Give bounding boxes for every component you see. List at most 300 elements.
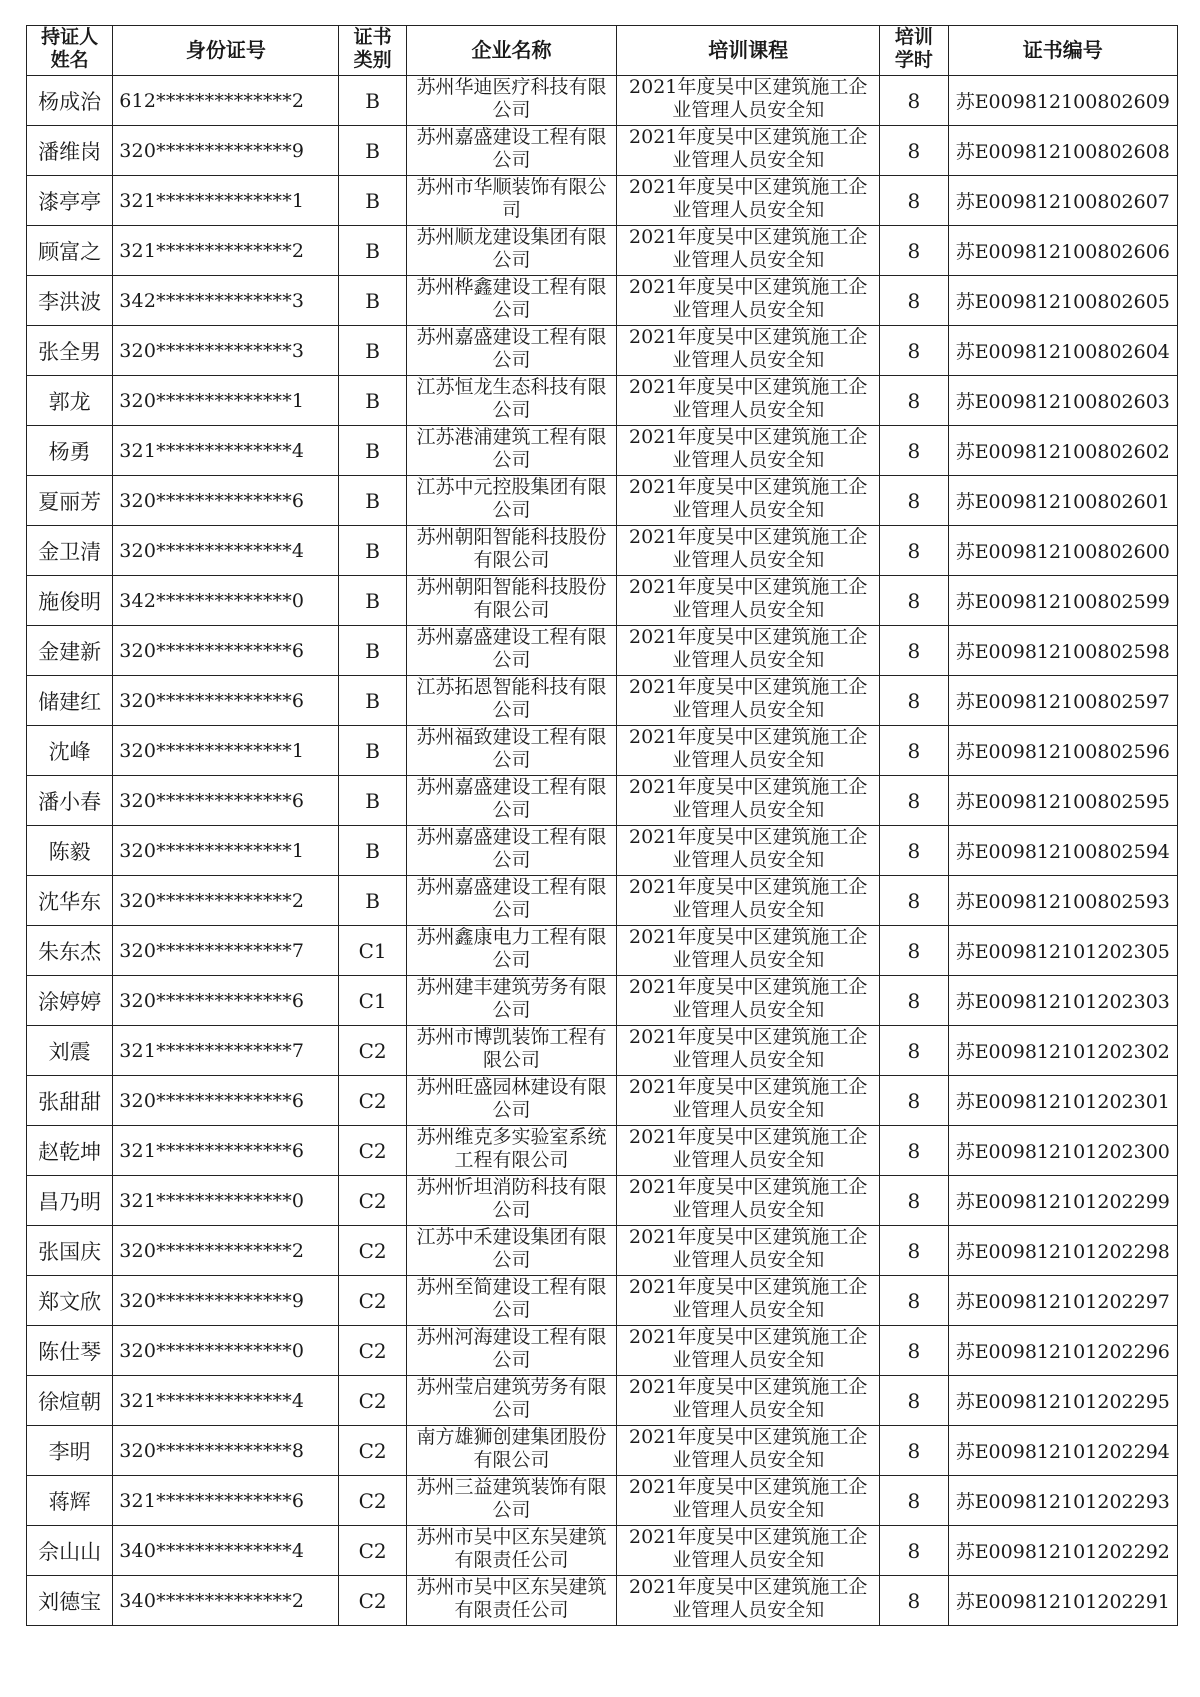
company-name-cell-text: 苏州河海建设工程有限公司	[416, 1326, 607, 1371]
company-name-cell	[406, 226, 616, 276]
certificate-type-cell: C2	[339, 1326, 406, 1376]
company-name-cell	[406, 276, 616, 326]
company-name-cell	[406, 76, 616, 126]
training-course-cell	[617, 676, 880, 726]
table-row	[27, 776, 1178, 826]
company-name-cell-text: 苏州市吴中区东吴建筑有限责任公司	[416, 1576, 607, 1621]
certificate-type-cell: B	[339, 576, 406, 626]
training-course-cell	[617, 1526, 880, 1576]
header-company: 企业名称	[406, 26, 616, 76]
training-course-cell	[617, 276, 880, 326]
table-row	[27, 1076, 1178, 1126]
holder-name-cell: 金卫清	[27, 526, 113, 576]
id-number-cell: 321**************6	[113, 1126, 339, 1176]
id-number-cell: 320**************6	[113, 626, 339, 676]
company-name-cell	[406, 476, 616, 526]
certificate-number-cell: 苏E009812101202296	[948, 1326, 1177, 1376]
id-number-cell: 320**************1	[113, 826, 339, 876]
company-name-cell-text: 苏州至简建设工程有限公司	[416, 1276, 607, 1321]
company-name-cell-text: 江苏拓恩智能科技有限公司	[416, 676, 607, 721]
training-course-cell	[617, 426, 880, 476]
certificate-number-cell: 苏E009812101202303	[948, 976, 1177, 1026]
training-course-cell	[617, 626, 880, 676]
training-course-cell-text: 2021年度吴中区建筑施工企业管理人员安全知	[629, 1076, 868, 1121]
holder-name-cell: 涂婷婷	[27, 976, 113, 1026]
training-course-cell	[617, 126, 880, 176]
training-hours-cell: 8	[880, 976, 948, 1026]
certificate-number-cell: 苏E009812101202293	[948, 1476, 1177, 1526]
table-row	[27, 576, 1178, 626]
company-name-cell-text: 苏州华迪医疗科技有限公司	[416, 76, 607, 121]
training-hours-cell: 8	[880, 1476, 948, 1526]
training-hours-cell: 8	[880, 276, 948, 326]
company-name-cell-text: 苏州朝阳智能科技股份有限公司	[416, 576, 607, 621]
certificate-number-cell: 苏E009812100802605	[948, 276, 1177, 326]
holder-name-cell: 潘小春	[27, 776, 113, 826]
holder-name-cell: 潘维岗	[27, 126, 113, 176]
certificate-number-cell: 苏E009812100802595	[948, 776, 1177, 826]
certificate-number-cell: 苏E009812100802599	[948, 576, 1177, 626]
holder-name-cell: 刘德宝	[27, 1576, 113, 1626]
company-name-cell	[406, 1576, 616, 1626]
training-hours-cell: 8	[880, 1176, 948, 1226]
certificate-number-cell: 苏E009812100802602	[948, 426, 1177, 476]
certificate-type-cell: C2	[339, 1276, 406, 1326]
training-course-cell	[617, 1026, 880, 1076]
certificate-number-cell: 苏E009812100802600	[948, 526, 1177, 576]
company-name-cell-text: 江苏港浦建筑工程有限公司	[416, 426, 607, 471]
holder-name-cell: 漆亭亭	[27, 176, 113, 226]
company-name-cell-text: 江苏中禾建设集团有限公司	[416, 1226, 607, 1271]
company-name-cell-text: 苏州嘉盛建设工程有限公司	[416, 876, 607, 921]
company-name-cell-text: 苏州嘉盛建设工程有限公司	[416, 826, 607, 871]
certificate-type-cell: B	[339, 76, 406, 126]
company-name-cell	[406, 876, 616, 926]
certificate-number-cell: 苏E009812100802598	[948, 626, 1177, 676]
table-row	[27, 226, 1178, 276]
certificate-number-cell: 苏E009812100802596	[948, 726, 1177, 776]
training-hours-cell: 8	[880, 1226, 948, 1276]
certificate-number-cell: 苏E009812101202294	[948, 1426, 1177, 1476]
table-row	[27, 176, 1178, 226]
training-course-cell	[617, 76, 880, 126]
training-course-cell-text: 2021年度吴中区建筑施工企业管理人员安全知	[629, 126, 868, 171]
table-row	[27, 1326, 1178, 1376]
training-course-cell-text: 2021年度吴中区建筑施工企业管理人员安全知	[629, 476, 868, 521]
holder-name-cell: 夏丽芳	[27, 476, 113, 526]
company-name-cell-text: 苏州市吴中区东吴建筑有限责任公司	[416, 1526, 607, 1571]
training-course-cell-text: 2021年度吴中区建筑施工企业管理人员安全知	[629, 526, 868, 571]
header-type-text: 证书类别	[353, 26, 392, 71]
id-number-cell: 612**************2	[113, 76, 339, 126]
training-course-cell-text: 2021年度吴中区建筑施工企业管理人员安全知	[629, 726, 868, 771]
training-course-cell	[617, 876, 880, 926]
company-name-cell	[406, 526, 616, 576]
certificate-number-cell: 苏E009812101202299	[948, 1176, 1177, 1226]
certificate-type-cell: C2	[339, 1026, 406, 1076]
training-course-cell-text: 2021年度吴中区建筑施工企业管理人员安全知	[629, 326, 868, 371]
training-course-cell	[617, 1126, 880, 1176]
table-row	[27, 276, 1178, 326]
id-number-cell: 321**************2	[113, 226, 339, 276]
training-course-cell	[617, 176, 880, 226]
training-hours-cell: 8	[880, 1376, 948, 1426]
certificate-type-cell: B	[339, 626, 406, 676]
training-hours-cell: 8	[880, 1076, 948, 1126]
training-course-cell	[617, 926, 880, 976]
training-course-cell-text: 2021年度吴中区建筑施工企业管理人员安全知	[629, 76, 868, 121]
training-hours-cell: 8	[880, 626, 948, 676]
training-course-cell-text: 2021年度吴中区建筑施工企业管理人员安全知	[629, 876, 868, 921]
holder-name-cell: 张全男	[27, 326, 113, 376]
company-name-cell	[406, 1076, 616, 1126]
holder-name-cell: 朱东杰	[27, 926, 113, 976]
certificate-number-cell: 苏E009812100802594	[948, 826, 1177, 876]
holder-name-cell: 沈峰	[27, 726, 113, 776]
id-number-cell: 321**************4	[113, 426, 339, 476]
certificate-type-cell: B	[339, 476, 406, 526]
company-name-cell	[406, 126, 616, 176]
training-hours-cell: 8	[880, 576, 948, 626]
company-name-cell-text: 苏州福致建设工程有限公司	[416, 726, 607, 771]
header-hours	[880, 26, 948, 76]
id-number-cell: 320**************9	[113, 126, 339, 176]
table-row	[27, 726, 1178, 776]
company-name-cell	[406, 1126, 616, 1176]
certificate-type-cell: B	[339, 276, 406, 326]
table-row	[27, 876, 1178, 926]
certificate-number-cell: 苏E009812101202300	[948, 1126, 1177, 1176]
holder-name-cell: 赵乾坤	[27, 1126, 113, 1176]
holder-name-cell: 郭龙	[27, 376, 113, 426]
company-name-cell-text: 苏州建丰建筑劳务有限公司	[416, 976, 607, 1021]
table-row	[27, 1276, 1178, 1326]
certificate-number-cell: 苏E009812100802603	[948, 376, 1177, 426]
table-row	[27, 626, 1178, 676]
training-hours-cell: 8	[880, 876, 948, 926]
certificate-type-cell: C1	[339, 976, 406, 1026]
training-course-cell	[617, 1426, 880, 1476]
id-number-cell: 321**************1	[113, 176, 339, 226]
training-course-cell-text: 2021年度吴中区建筑施工企业管理人员安全知	[629, 1276, 868, 1321]
training-course-cell	[617, 1076, 880, 1126]
id-number-cell: 320**************4	[113, 526, 339, 576]
training-course-cell	[617, 1226, 880, 1276]
certificate-number-cell: 苏E009812101202301	[948, 1076, 1177, 1126]
holder-name-cell: 杨成治	[27, 76, 113, 126]
table-row	[27, 126, 1178, 176]
header-course: 培训课程	[617, 26, 880, 76]
training-course-cell-text: 2021年度吴中区建筑施工企业管理人员安全知	[629, 1326, 868, 1371]
training-course-cell-text: 2021年度吴中区建筑施工企业管理人员安全知	[629, 1576, 868, 1621]
training-course-cell-text: 2021年度吴中区建筑施工企业管理人员安全知	[629, 976, 868, 1021]
header-row	[27, 26, 1178, 76]
table-row	[27, 476, 1178, 526]
certificate-number-cell: 苏E009812100802609	[948, 76, 1177, 126]
training-course-cell	[617, 1326, 880, 1376]
company-name-cell-text: 江苏恒龙生态科技有限公司	[416, 376, 607, 421]
id-number-cell: 320**************6	[113, 676, 339, 726]
table-row	[27, 926, 1178, 976]
id-number-cell: 340**************2	[113, 1576, 339, 1626]
company-name-cell-text: 苏州维克多实验室系统工程有限公司	[416, 1126, 607, 1171]
table-header	[27, 26, 1178, 76]
table-row	[27, 1476, 1178, 1526]
training-course-cell-text: 2021年度吴中区建筑施工企业管理人员安全知	[629, 1376, 868, 1421]
holder-name-cell: 昌乃明	[27, 1176, 113, 1226]
table-row	[27, 426, 1178, 476]
certificate-type-cell: B	[339, 876, 406, 926]
training-hours-cell: 8	[880, 726, 948, 776]
company-name-cell	[406, 576, 616, 626]
holder-name-cell: 郑文欣	[27, 1276, 113, 1326]
company-name-cell	[406, 1026, 616, 1076]
training-hours-cell: 8	[880, 226, 948, 276]
training-course-cell	[617, 726, 880, 776]
company-name-cell-text: 南方雄狮创建集团股份有限公司	[416, 1426, 607, 1471]
id-number-cell: 321**************4	[113, 1376, 339, 1426]
training-hours-cell: 8	[880, 1126, 948, 1176]
certificate-type-cell: B	[339, 226, 406, 276]
id-number-cell: 321**************0	[113, 1176, 339, 1226]
holder-name-cell: 刘震	[27, 1026, 113, 1076]
training-course-cell-text: 2021年度吴中区建筑施工企业管理人员安全知	[629, 1026, 868, 1071]
certificate-number-cell: 苏E009812100802604	[948, 326, 1177, 376]
company-name-cell	[406, 1376, 616, 1426]
company-name-cell	[406, 826, 616, 876]
id-number-cell: 320**************1	[113, 376, 339, 426]
company-name-cell	[406, 1326, 616, 1376]
training-course-cell-text: 2021年度吴中区建筑施工企业管理人员安全知	[629, 626, 868, 671]
training-course-cell	[617, 326, 880, 376]
training-course-cell-text: 2021年度吴中区建筑施工企业管理人员安全知	[629, 1426, 868, 1471]
certificate-type-cell: B	[339, 776, 406, 826]
certificate-type-cell: C2	[339, 1376, 406, 1426]
training-course-cell-text: 2021年度吴中区建筑施工企业管理人员安全知	[629, 426, 868, 471]
training-course-cell-text: 2021年度吴中区建筑施工企业管理人员安全知	[629, 1476, 868, 1521]
holder-name-cell: 陈毅	[27, 826, 113, 876]
training-course-cell	[617, 1276, 880, 1326]
training-course-cell-text: 2021年度吴中区建筑施工企业管理人员安全知	[629, 1176, 868, 1221]
table-row	[27, 526, 1178, 576]
training-hours-cell: 8	[880, 326, 948, 376]
certificate-table	[26, 25, 1178, 1626]
certificate-type-cell: B	[339, 326, 406, 376]
training-course-cell	[617, 1176, 880, 1226]
company-name-cell	[406, 1176, 616, 1226]
company-name-cell	[406, 1276, 616, 1326]
holder-name-cell: 陈仕琴	[27, 1326, 113, 1376]
company-name-cell-text: 苏州市华顺装饰有限公司	[416, 176, 607, 221]
training-course-cell-text: 2021年度吴中区建筑施工企业管理人员安全知	[629, 226, 868, 271]
certificate-number-cell: 苏E009812100802608	[948, 126, 1177, 176]
certificate-type-cell: C1	[339, 926, 406, 976]
training-course-cell-text: 2021年度吴中区建筑施工企业管理人员安全知	[629, 576, 868, 621]
company-name-cell	[406, 376, 616, 426]
certificate-number-cell: 苏E009812100802606	[948, 226, 1177, 276]
training-course-cell	[617, 376, 880, 426]
certificate-type-cell: B	[339, 176, 406, 226]
training-course-cell	[617, 476, 880, 526]
training-course-cell	[617, 776, 880, 826]
company-name-cell-text: 苏州三益建筑装饰有限公司	[416, 1476, 607, 1521]
certificate-number-cell: 苏E009812100802597	[948, 676, 1177, 726]
training-course-cell	[617, 1376, 880, 1426]
table-row	[27, 376, 1178, 426]
table-body	[27, 76, 1178, 1626]
header-hours-text: 培训学时	[894, 26, 933, 71]
certificate-number-cell: 苏E009812100802601	[948, 476, 1177, 526]
certificate-type-cell: C2	[339, 1426, 406, 1476]
company-name-cell	[406, 676, 616, 726]
company-name-cell	[406, 1226, 616, 1276]
table-row	[27, 1226, 1178, 1276]
training-course-cell	[617, 1576, 880, 1626]
holder-name-cell: 蒋辉	[27, 1476, 113, 1526]
certificate-type-cell: B	[339, 726, 406, 776]
certificate-type-cell: B	[339, 376, 406, 426]
training-hours-cell: 8	[880, 426, 948, 476]
table-row	[27, 326, 1178, 376]
id-number-cell: 321**************6	[113, 1476, 339, 1526]
table-row	[27, 1576, 1178, 1626]
header-type	[339, 26, 406, 76]
id-number-cell: 320**************6	[113, 1076, 339, 1126]
header-id: 身份证号	[113, 26, 339, 76]
company-name-cell-text: 苏州顺龙建设集团有限公司	[416, 226, 607, 271]
certificate-type-cell: B	[339, 676, 406, 726]
certificate-type-cell: C2	[339, 1226, 406, 1276]
id-number-cell: 340**************4	[113, 1526, 339, 1576]
id-number-cell: 320**************9	[113, 1276, 339, 1326]
id-number-cell: 320**************0	[113, 1326, 339, 1376]
company-name-cell	[406, 726, 616, 776]
company-name-cell-text: 苏州鑫康电力工程有限公司	[416, 926, 607, 971]
company-name-cell-text: 苏州莹启建筑劳务有限公司	[416, 1376, 607, 1421]
company-name-cell-text: 苏州嘉盛建设工程有限公司	[416, 126, 607, 171]
training-course-cell-text: 2021年度吴中区建筑施工企业管理人员安全知	[629, 926, 868, 971]
training-course-cell	[617, 526, 880, 576]
training-hours-cell: 8	[880, 926, 948, 976]
header-name	[27, 26, 113, 76]
table-row	[27, 1376, 1178, 1426]
table-row	[27, 1026, 1178, 1076]
certificate-table-sheet	[26, 25, 1178, 1626]
certificate-number-cell: 苏E009812101202291	[948, 1576, 1177, 1626]
id-number-cell: 320**************2	[113, 876, 339, 926]
training-hours-cell: 8	[880, 676, 948, 726]
holder-name-cell: 张甜甜	[27, 1076, 113, 1126]
training-hours-cell: 8	[880, 1526, 948, 1576]
company-name-cell-text: 苏州嘉盛建设工程有限公司	[416, 626, 607, 671]
training-hours-cell: 8	[880, 1426, 948, 1476]
training-hours-cell: 8	[880, 826, 948, 876]
id-number-cell: 320**************2	[113, 1226, 339, 1276]
holder-name-cell: 佘山山	[27, 1526, 113, 1576]
company-name-cell	[406, 976, 616, 1026]
certificate-type-cell: C2	[339, 1476, 406, 1526]
holder-name-cell: 储建红	[27, 676, 113, 726]
training-hours-cell: 8	[880, 1326, 948, 1376]
training-course-cell-text: 2021年度吴中区建筑施工企业管理人员安全知	[629, 1226, 868, 1271]
id-number-cell: 342**************3	[113, 276, 339, 326]
table-row	[27, 676, 1178, 726]
id-number-cell: 320**************6	[113, 776, 339, 826]
training-hours-cell: 8	[880, 126, 948, 176]
company-name-cell-text: 苏州朝阳智能科技股份有限公司	[416, 526, 607, 571]
training-course-cell-text: 2021年度吴中区建筑施工企业管理人员安全知	[629, 1126, 868, 1171]
certificate-number-cell: 苏E009812100802607	[948, 176, 1177, 226]
id-number-cell: 321**************7	[113, 1026, 339, 1076]
certificate-number-cell: 苏E009812101202295	[948, 1376, 1177, 1426]
table-row	[27, 1176, 1178, 1226]
certificate-type-cell: B	[339, 826, 406, 876]
training-course-cell-text: 2021年度吴中区建筑施工企业管理人员安全知	[629, 676, 868, 721]
training-course-cell	[617, 576, 880, 626]
company-name-cell	[406, 176, 616, 226]
table-row	[27, 1526, 1178, 1576]
company-name-cell	[406, 926, 616, 976]
header-name-text: 持证人姓名	[41, 26, 99, 71]
table-row	[27, 1126, 1178, 1176]
id-number-cell: 320**************6	[113, 476, 339, 526]
certificate-type-cell: C2	[339, 1076, 406, 1126]
training-course-cell	[617, 226, 880, 276]
certificate-number-cell: 苏E009812101202292	[948, 1526, 1177, 1576]
training-course-cell-text: 2021年度吴中区建筑施工企业管理人员安全知	[629, 1526, 868, 1571]
id-number-cell: 320**************6	[113, 976, 339, 1026]
certificate-type-cell: C2	[339, 1176, 406, 1226]
training-course-cell-text: 2021年度吴中区建筑施工企业管理人员安全知	[629, 276, 868, 321]
company-name-cell	[406, 326, 616, 376]
training-course-cell	[617, 1476, 880, 1526]
training-hours-cell: 8	[880, 1026, 948, 1076]
training-course-cell-text: 2021年度吴中区建筑施工企业管理人员安全知	[629, 376, 868, 421]
company-name-cell	[406, 776, 616, 826]
company-name-cell-text: 苏州忻坦消防科技有限公司	[416, 1176, 607, 1221]
training-hours-cell: 8	[880, 476, 948, 526]
training-hours-cell: 8	[880, 176, 948, 226]
training-hours-cell: 8	[880, 1276, 948, 1326]
holder-name-cell: 金建新	[27, 626, 113, 676]
certificate-type-cell: B	[339, 126, 406, 176]
training-hours-cell: 8	[880, 1576, 948, 1626]
certificate-number-cell: 苏E009812101202297	[948, 1276, 1177, 1326]
training-course-cell	[617, 976, 880, 1026]
certificate-type-cell: B	[339, 426, 406, 476]
id-number-cell: 320**************3	[113, 326, 339, 376]
id-number-cell: 342**************0	[113, 576, 339, 626]
company-name-cell-text: 苏州嘉盛建设工程有限公司	[416, 326, 607, 371]
holder-name-cell: 李明	[27, 1426, 113, 1476]
holder-name-cell: 徐煊朝	[27, 1376, 113, 1426]
company-name-cell	[406, 426, 616, 476]
training-course-cell	[617, 826, 880, 876]
certificate-type-cell: C2	[339, 1126, 406, 1176]
company-name-cell-text: 苏州桦鑫建设工程有限公司	[416, 276, 607, 321]
company-name-cell	[406, 626, 616, 676]
certificate-number-cell: 苏E009812101202298	[948, 1226, 1177, 1276]
certificate-type-cell: B	[339, 526, 406, 576]
training-course-cell-text: 2021年度吴中区建筑施工企业管理人员安全知	[629, 826, 868, 871]
id-number-cell: 320**************7	[113, 926, 339, 976]
table-row	[27, 826, 1178, 876]
id-number-cell: 320**************1	[113, 726, 339, 776]
header-cert: 证书编号	[948, 26, 1177, 76]
holder-name-cell: 施俊明	[27, 576, 113, 626]
company-name-cell-text: 苏州嘉盛建设工程有限公司	[416, 776, 607, 821]
training-hours-cell: 8	[880, 526, 948, 576]
